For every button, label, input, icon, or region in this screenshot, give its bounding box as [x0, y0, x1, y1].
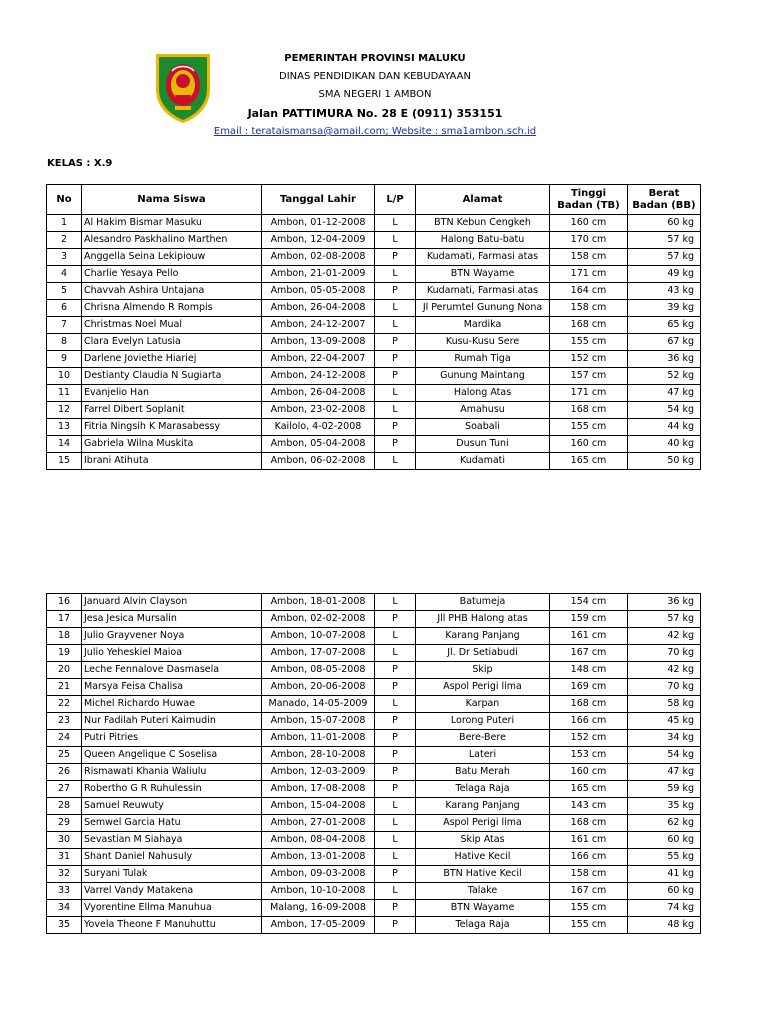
cell-name: Darlene Joviethe Hiariej — [82, 351, 262, 368]
cell-address: Telaga Raja — [416, 781, 550, 798]
cell-height: 167 cm — [550, 883, 628, 900]
cell-height: 161 cm — [550, 832, 628, 849]
cell-height: 171 cm — [550, 385, 628, 402]
cell-gender: P — [375, 662, 416, 679]
table-row — [47, 232, 701, 249]
cell-birth-date: Ambon, 24-12-2008 — [262, 368, 375, 385]
cell-height: 167 cm — [550, 645, 628, 662]
cell-name: Shant Daniel Nahusuly — [82, 849, 262, 866]
cell-address: Dusun Tuni — [416, 436, 550, 453]
cell-gender: L — [375, 832, 416, 849]
cell-birth-date: Ambon, 15-07-2008 — [262, 713, 375, 730]
cell-weight: 70 kg — [628, 679, 701, 696]
cell-gender: L — [375, 300, 416, 317]
table-row — [47, 713, 701, 730]
cell-no: 20 — [47, 662, 82, 679]
cell-height: 153 cm — [550, 747, 628, 764]
cell-height: 165 cm — [550, 453, 628, 470]
table-row — [47, 317, 701, 334]
cell-name: Suryani Tulak — [82, 866, 262, 883]
cell-weight: 42 kg — [628, 628, 701, 645]
cell-height: 155 cm — [550, 419, 628, 436]
cell-weight: 57 kg — [628, 232, 701, 249]
cell-weight: 40 kg — [628, 436, 701, 453]
cell-gender: P — [375, 900, 416, 917]
cell-gender: P — [375, 368, 416, 385]
cell-height: 158 cm — [550, 249, 628, 266]
cell-gender: P — [375, 917, 416, 934]
cell-no: 6 — [47, 300, 82, 317]
cell-no: 33 — [47, 883, 82, 900]
cell-birth-date: Ambon, 20-06-2008 — [262, 679, 375, 696]
cell-weight: 60 kg — [628, 215, 701, 232]
cell-birth-date: Ambon, 26-04-2008 — [262, 385, 375, 402]
cell-name: Januard Alvin Clayson — [82, 594, 262, 611]
cell-address: Lorong Puteri — [416, 713, 550, 730]
cell-weight: 43 kg — [628, 283, 701, 300]
cell-gender: P — [375, 611, 416, 628]
cell-height: 164 cm — [550, 283, 628, 300]
cell-address: Kudamati, Farmasi atas — [416, 249, 550, 266]
cell-name: Fitria Ningsih K Marasabessy — [82, 419, 262, 436]
cell-name: Nur Fadilah Puteri Kaimudin — [82, 713, 262, 730]
cell-height: 168 cm — [550, 317, 628, 334]
cell-weight: 57 kg — [628, 249, 701, 266]
table-row — [47, 849, 701, 866]
cell-gender: L — [375, 232, 416, 249]
table-row — [47, 368, 701, 385]
column-header-weight: Berat Badan (BB) — [628, 185, 701, 215]
cell-name: Semwel Garcia Hatu — [82, 815, 262, 832]
cell-weight: 60 kg — [628, 832, 701, 849]
cell-gender: L — [375, 215, 416, 232]
cell-birth-date: Ambon, 06-02-2008 — [262, 453, 375, 470]
cell-address: Skip Atas — [416, 832, 550, 849]
cell-gender: P — [375, 249, 416, 266]
cell-address: Jll PHB Halong atas — [416, 611, 550, 628]
cell-no: 19 — [47, 645, 82, 662]
cell-name: Vyorentine Ellma Manuhua — [82, 900, 262, 917]
cell-weight: 74 kg — [628, 900, 701, 917]
cell-weight: 45 kg — [628, 713, 701, 730]
cell-weight: 70 kg — [628, 645, 701, 662]
table-row — [47, 798, 701, 815]
table-row — [47, 696, 701, 713]
table-row — [47, 781, 701, 798]
cell-gender: P — [375, 713, 416, 730]
cell-gender: L — [375, 266, 416, 283]
cell-name: Destianty Claudia N Sugiarta — [82, 368, 262, 385]
cell-name: Chavvah Ashira Untajana — [82, 283, 262, 300]
cell-no: 7 — [47, 317, 82, 334]
cell-weight: 41 kg — [628, 866, 701, 883]
cell-gender: P — [375, 781, 416, 798]
cell-birth-date: Ambon, 11-01-2008 — [262, 730, 375, 747]
student-table-part-2 — [46, 593, 701, 934]
table-row — [47, 900, 701, 917]
table-row — [47, 764, 701, 781]
cell-birth-date: Ambon, 08-05-2008 — [262, 662, 375, 679]
cell-height: 157 cm — [550, 368, 628, 385]
cell-height: 155 cm — [550, 334, 628, 351]
cell-address: Halong Batu-batu — [416, 232, 550, 249]
cell-weight: 42 kg — [628, 662, 701, 679]
cell-no: 16 — [47, 594, 82, 611]
cell-birth-date: Ambon, 17-08-2008 — [262, 781, 375, 798]
cell-name: Marsya Feisa Chalisa — [82, 679, 262, 696]
cell-name: Yovela Theone F Manuhuttu — [82, 917, 262, 934]
cell-weight: 60 kg — [628, 883, 701, 900]
cell-no: 11 — [47, 385, 82, 402]
cell-name: Clara Evelyn Latusia — [82, 334, 262, 351]
cell-no: 29 — [47, 815, 82, 832]
cell-height: 160 cm — [550, 215, 628, 232]
cell-birth-date: Ambon, 15-04-2008 — [262, 798, 375, 815]
cell-address: Hative Kecil — [416, 849, 550, 866]
cell-gender: L — [375, 317, 416, 334]
cell-name: Michel Richardo Huwae — [82, 696, 262, 713]
table-row — [47, 679, 701, 696]
class-label: KELAS : X.9 — [47, 158, 113, 169]
table-row — [47, 832, 701, 849]
table-row — [47, 730, 701, 747]
cell-birth-date: Ambon, 12-04-2009 — [262, 232, 375, 249]
cell-weight: 39 kg — [628, 300, 701, 317]
cell-address: BTN Wayame — [416, 266, 550, 283]
cell-weight: 48 kg — [628, 917, 701, 934]
cell-weight: 34 kg — [628, 730, 701, 747]
table-row — [47, 419, 701, 436]
header-government-title: PEMERINTAH PROVINSI MALUKU — [284, 53, 466, 64]
cell-address: Gunung Maintang — [416, 368, 550, 385]
cell-name: Chrisna Almendo R Rompis — [82, 300, 262, 317]
cell-gender: P — [375, 866, 416, 883]
table-row — [47, 611, 701, 628]
cell-gender: P — [375, 747, 416, 764]
cell-birth-date: Ambon, 24-12-2007 — [262, 317, 375, 334]
cell-height: 155 cm — [550, 917, 628, 934]
cell-name: Alesandro Paskhalino Marthen — [82, 232, 262, 249]
cell-height: 169 cm — [550, 679, 628, 696]
cell-birth-date: Ambon, 05-05-2008 — [262, 283, 375, 300]
header-department-title: DINAS PENDIDIKAN DAN KEBUDAYAAN — [279, 71, 471, 82]
table-row — [47, 747, 701, 764]
cell-weight: 65 kg — [628, 317, 701, 334]
cell-name: Robertho G R Ruhulessin — [82, 781, 262, 798]
cell-height: 166 cm — [550, 713, 628, 730]
cell-address: Amahusu — [416, 402, 550, 419]
cell-address: Kusu-Kusu Sere — [416, 334, 550, 351]
table-header-row — [47, 185, 701, 215]
cell-no: 28 — [47, 798, 82, 815]
cell-name: Charlie Yesaya Pello — [82, 266, 262, 283]
cell-height: 166 cm — [550, 849, 628, 866]
cell-address: Bere-Bere — [416, 730, 550, 747]
cell-gender: P — [375, 764, 416, 781]
cell-no: 34 — [47, 900, 82, 917]
cell-gender: L — [375, 815, 416, 832]
cell-address: Karang Panjang — [416, 798, 550, 815]
cell-weight: 57 kg — [628, 611, 701, 628]
cell-name: Samuel Reuwuty — [82, 798, 262, 815]
cell-height: 160 cm — [550, 436, 628, 453]
table-row — [47, 645, 701, 662]
cell-weight: 55 kg — [628, 849, 701, 866]
cell-no: 14 — [47, 436, 82, 453]
cell-weight: 54 kg — [628, 747, 701, 764]
cell-weight: 47 kg — [628, 764, 701, 781]
cell-weight: 58 kg — [628, 696, 701, 713]
column-header-no: No — [47, 185, 82, 215]
cell-address: Karpan — [416, 696, 550, 713]
cell-birth-date: Ambon, 01-12-2008 — [262, 215, 375, 232]
cell-no: 18 — [47, 628, 82, 645]
table-row — [47, 866, 701, 883]
table-row — [47, 594, 701, 611]
cell-no: 3 — [47, 249, 82, 266]
cell-height: 161 cm — [550, 628, 628, 645]
cell-no: 15 — [47, 453, 82, 470]
cell-birth-date: Kailolo, 4-02-2008 — [262, 419, 375, 436]
column-header-gender: L/P — [375, 185, 416, 215]
cell-name: Ibrani Atihuta — [82, 453, 262, 470]
table-row — [47, 453, 701, 470]
cell-no: 30 — [47, 832, 82, 849]
cell-no: 5 — [47, 283, 82, 300]
cell-gender: L — [375, 402, 416, 419]
cell-name: Christmas Noel Mual — [82, 317, 262, 334]
cell-address: Jl Perumtel Gunung Nona — [416, 300, 550, 317]
cell-weight: 59 kg — [628, 781, 701, 798]
cell-name: Varrel Vandy Matakena — [82, 883, 262, 900]
cell-name: Jesa Jesica Mursalin — [82, 611, 262, 628]
cell-no: 8 — [47, 334, 82, 351]
cell-gender: L — [375, 594, 416, 611]
cell-name: Farrel Dibert Soplanit — [82, 402, 262, 419]
cell-no: 32 — [47, 866, 82, 883]
cell-no: 21 — [47, 679, 82, 696]
cell-height: 154 cm — [550, 594, 628, 611]
cell-no: 4 — [47, 266, 82, 283]
cell-no: 1 — [47, 215, 82, 232]
cell-name: Julio Yeheskiel Maioa — [82, 645, 262, 662]
column-header-address: Alamat — [416, 185, 550, 215]
cell-name: Sevastian M Siahaya — [82, 832, 262, 849]
cell-no: 13 — [47, 419, 82, 436]
cell-address: Kudamati, Farmasi atas — [416, 283, 550, 300]
table-row — [47, 917, 701, 934]
cell-weight: 54 kg — [628, 402, 701, 419]
table-row — [47, 883, 701, 900]
table-row — [47, 334, 701, 351]
cell-height: 143 cm — [550, 798, 628, 815]
cell-gender: L — [375, 798, 416, 815]
cell-birth-date: Ambon, 17-05-2009 — [262, 917, 375, 934]
cell-gender: L — [375, 385, 416, 402]
cell-birth-date: Ambon, 17-07-2008 — [262, 645, 375, 662]
cell-birth-date: Ambon, 27-01-2008 — [262, 815, 375, 832]
header-school-name: SMA NEGERI 1 AMBON — [318, 89, 432, 100]
cell-address: Skip — [416, 662, 550, 679]
cell-height: 165 cm — [550, 781, 628, 798]
cell-gender: L — [375, 645, 416, 662]
cell-height: 158 cm — [550, 300, 628, 317]
cell-address: Jl. Dr Setiabudi — [416, 645, 550, 662]
cell-birth-date: Ambon, 10-07-2008 — [262, 628, 375, 645]
cell-birth-date: Ambon, 21-01-2009 — [262, 266, 375, 283]
cell-no: 12 — [47, 402, 82, 419]
cell-birth-date: Ambon, 18-01-2008 — [262, 594, 375, 611]
cell-height: 152 cm — [550, 730, 628, 747]
cell-address: Mardika — [416, 317, 550, 334]
cell-height: 158 cm — [550, 866, 628, 883]
cell-name: Putri Pitries — [82, 730, 262, 747]
cell-birth-date: Manado, 14-05-2009 — [262, 696, 375, 713]
cell-birth-date: Malang, 16-09-2008 — [262, 900, 375, 917]
cell-gender: L — [375, 628, 416, 645]
cell-weight: 44 kg — [628, 419, 701, 436]
cell-gender: L — [375, 696, 416, 713]
cell-name: Rismawati Khania Waliulu — [82, 764, 262, 781]
cell-weight: 35 kg — [628, 798, 701, 815]
cell-no: 35 — [47, 917, 82, 934]
cell-birth-date: Ambon, 22-04-2007 — [262, 351, 375, 368]
cell-name: Leche Fennalove Dasmasela — [82, 662, 262, 679]
table-row — [47, 215, 701, 232]
cell-address: Halong Atas — [416, 385, 550, 402]
cell-height: 160 cm — [550, 764, 628, 781]
cell-birth-date: Ambon, 12-03-2009 — [262, 764, 375, 781]
column-header-height: Tinggi Badan (TB) — [550, 185, 628, 215]
table-row — [47, 266, 701, 283]
cell-address: Telaga Raja — [416, 917, 550, 934]
cell-gender: L — [375, 849, 416, 866]
cell-weight: 50 kg — [628, 453, 701, 470]
student-table-part-1 — [46, 184, 701, 470]
table-row — [47, 402, 701, 419]
cell-name: Evanjelio Han — [82, 385, 262, 402]
cell-weight: 52 kg — [628, 368, 701, 385]
cell-weight: 62 kg — [628, 815, 701, 832]
column-header-name: Nama Siswa — [82, 185, 262, 215]
cell-weight: 36 kg — [628, 351, 701, 368]
table-row — [47, 815, 701, 832]
cell-address: BTN Kebun Cengkeh — [416, 215, 550, 232]
cell-height: 168 cm — [550, 815, 628, 832]
cell-name: Queen Angelique C Soselisa — [82, 747, 262, 764]
cell-address: Kudamati — [416, 453, 550, 470]
cell-birth-date: Ambon, 13-09-2008 — [262, 334, 375, 351]
cell-no: 17 — [47, 611, 82, 628]
cell-address: Soabali — [416, 419, 550, 436]
cell-no: 27 — [47, 781, 82, 798]
cell-no: 2 — [47, 232, 82, 249]
cell-height: 171 cm — [550, 266, 628, 283]
cell-address: Batu Merah — [416, 764, 550, 781]
table-row — [47, 662, 701, 679]
cell-weight: 49 kg — [628, 266, 701, 283]
cell-height: 148 cm — [550, 662, 628, 679]
table-row — [47, 300, 701, 317]
cell-gender: P — [375, 351, 416, 368]
cell-address: BTN Wayame — [416, 900, 550, 917]
cell-no: 26 — [47, 764, 82, 781]
cell-gender: P — [375, 283, 416, 300]
cell-name: Julio Grayvener Noya — [82, 628, 262, 645]
header-address: Jalan PATTIMURA No. 28 E (0911) 353151 — [247, 107, 503, 120]
cell-height: 170 cm — [550, 232, 628, 249]
cell-no: 23 — [47, 713, 82, 730]
cell-gender: P — [375, 419, 416, 436]
cell-birth-date: Ambon, 13-01-2008 — [262, 849, 375, 866]
cell-name: Anggella Seina Lekipiouw — [82, 249, 262, 266]
cell-no: 10 — [47, 368, 82, 385]
table-row — [47, 249, 701, 266]
cell-birth-date: Ambon, 23-02-2008 — [262, 402, 375, 419]
cell-birth-date: Ambon, 02-02-2008 — [262, 611, 375, 628]
cell-no: 9 — [47, 351, 82, 368]
cell-birth-date: Ambon, 08-04-2008 — [262, 832, 375, 849]
cell-gender: L — [375, 883, 416, 900]
cell-no: 25 — [47, 747, 82, 764]
cell-no: 24 — [47, 730, 82, 747]
cell-weight: 36 kg — [628, 594, 701, 611]
cell-address: Talake — [416, 883, 550, 900]
cell-address: Aspol Perigi lima — [416, 815, 550, 832]
cell-name: Al Hakim Bismar Masuku — [82, 215, 262, 232]
cell-height: 152 cm — [550, 351, 628, 368]
cell-height: 159 cm — [550, 611, 628, 628]
table-row — [47, 628, 701, 645]
cell-no: 31 — [47, 849, 82, 866]
cell-name: Gabriela Wilna Muskita — [82, 436, 262, 453]
cell-address: Rumah Tiga — [416, 351, 550, 368]
cell-no: 22 — [47, 696, 82, 713]
cell-address: BTN Hative Kecil — [416, 866, 550, 883]
cell-height: 168 cm — [550, 696, 628, 713]
cell-gender: P — [375, 679, 416, 696]
table-row — [47, 385, 701, 402]
cell-address: Karang Panjang — [416, 628, 550, 645]
cell-height: 155 cm — [550, 900, 628, 917]
cell-weight: 47 kg — [628, 385, 701, 402]
cell-gender: L — [375, 453, 416, 470]
cell-birth-date: Ambon, 10-10-2008 — [262, 883, 375, 900]
cell-gender: P — [375, 730, 416, 747]
cell-address: Batumeja — [416, 594, 550, 611]
cell-birth-date: Ambon, 09-03-2008 — [262, 866, 375, 883]
cell-birth-date: Ambon, 05-04-2008 — [262, 436, 375, 453]
cell-weight: 67 kg — [628, 334, 701, 351]
table-row — [47, 283, 701, 300]
cell-address: Lateri — [416, 747, 550, 764]
cell-birth-date: Ambon, 28-10-2008 — [262, 747, 375, 764]
cell-birth-date: Ambon, 02-08-2008 — [262, 249, 375, 266]
cell-height: 168 cm — [550, 402, 628, 419]
table-row — [47, 351, 701, 368]
table-row — [47, 436, 701, 453]
cell-gender: P — [375, 436, 416, 453]
cell-birth-date: Ambon, 26-04-2008 — [262, 300, 375, 317]
header-email-website-link[interactable]: Email : terataismansa@amail.com; Website : sma1ambon.sch.id — [213, 126, 537, 137]
column-header-birth-date: Tanggal Lahir — [262, 185, 375, 215]
cell-gender: P — [375, 334, 416, 351]
cell-address: Aspol Perigi lima — [416, 679, 550, 696]
